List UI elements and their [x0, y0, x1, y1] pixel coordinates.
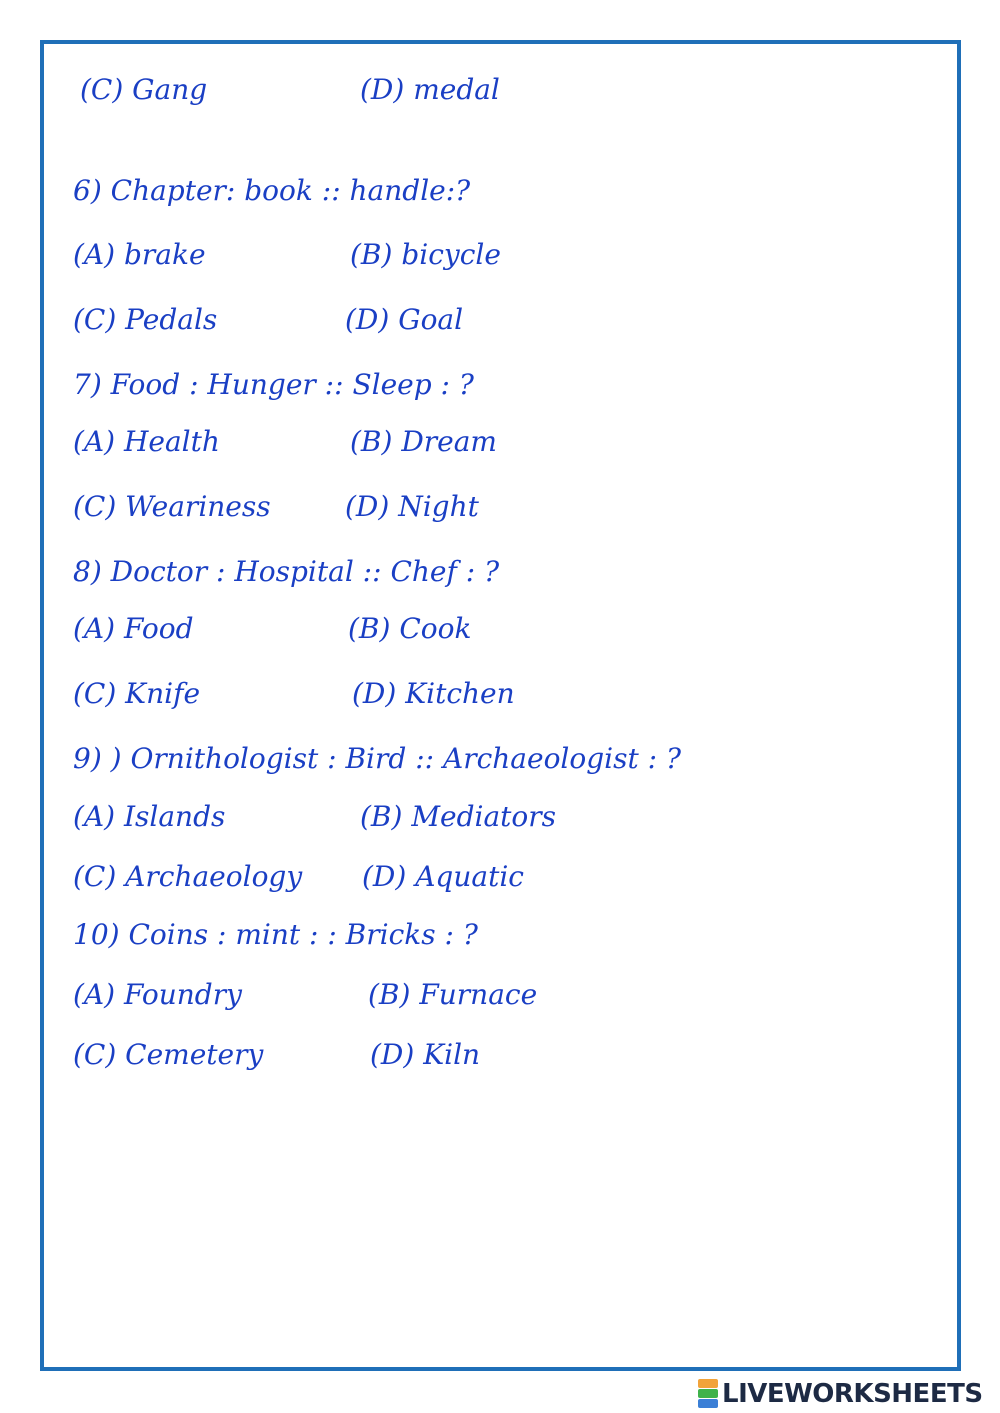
q7-option-b[interactable]: (B) Dream — [350, 425, 497, 458]
q6-option-d[interactable]: (D) Goal — [345, 303, 464, 336]
q8-prompt: 8) Doctor : Hospital :: Chef : ? — [73, 555, 500, 588]
q8-option-c[interactable]: (C) Knife — [73, 677, 201, 710]
q6-option-a[interactable]: (A) brake — [73, 238, 206, 271]
q7-option-c[interactable]: (C) Weariness — [73, 490, 271, 523]
q7-option-a[interactable]: (A) Health — [73, 425, 220, 458]
q10-option-d[interactable]: (D) Kiln — [370, 1038, 481, 1071]
q6-option-c[interactable]: (C) Pedals — [73, 303, 218, 336]
q10-option-b[interactable]: (B) Furnace — [368, 978, 538, 1011]
liveworksheets-logo[interactable] — [698, 1378, 983, 1410]
q9-prompt: 9) ) Ornithologist : Bird :: Archaeologist : ? — [73, 742, 681, 775]
q10-option-c[interactable]: (C) Cemetery — [73, 1038, 264, 1071]
q5-option-d[interactable]: (D) medal — [360, 73, 500, 106]
q7-option-d[interactable]: (D) Night — [345, 490, 479, 523]
q9-option-c[interactable]: (C) Archaeology — [73, 860, 303, 893]
q9-option-d[interactable]: (D) Aquatic — [362, 860, 524, 893]
q6-option-b[interactable]: (B) bicycle — [350, 238, 501, 271]
q7-prompt: 7) Food : Hunger :: Sleep : ? — [73, 368, 474, 401]
q9-option-a[interactable]: (A) Islands — [73, 800, 226, 833]
brand-name: LIVEWORKSHEETS — [722, 1379, 983, 1409]
q8-option-a[interactable]: (A) Food — [73, 612, 194, 645]
q6-prompt: 6) Chapter: book :: handle:? — [73, 174, 471, 207]
q8-option-d[interactable]: (D) Kitchen — [352, 677, 515, 710]
q9-option-b[interactable]: (B) Mediators — [360, 800, 556, 833]
q10-prompt: 10) Coins : mint : : Bricks : ? — [73, 918, 478, 951]
liveworksheets-logo-icon — [698, 1379, 718, 1409]
q5-option-c[interactable]: (C) Gang — [80, 73, 208, 106]
q8-option-b[interactable]: (B) Cook — [348, 612, 472, 645]
q10-option-a[interactable]: (A) Foundry — [73, 978, 242, 1011]
